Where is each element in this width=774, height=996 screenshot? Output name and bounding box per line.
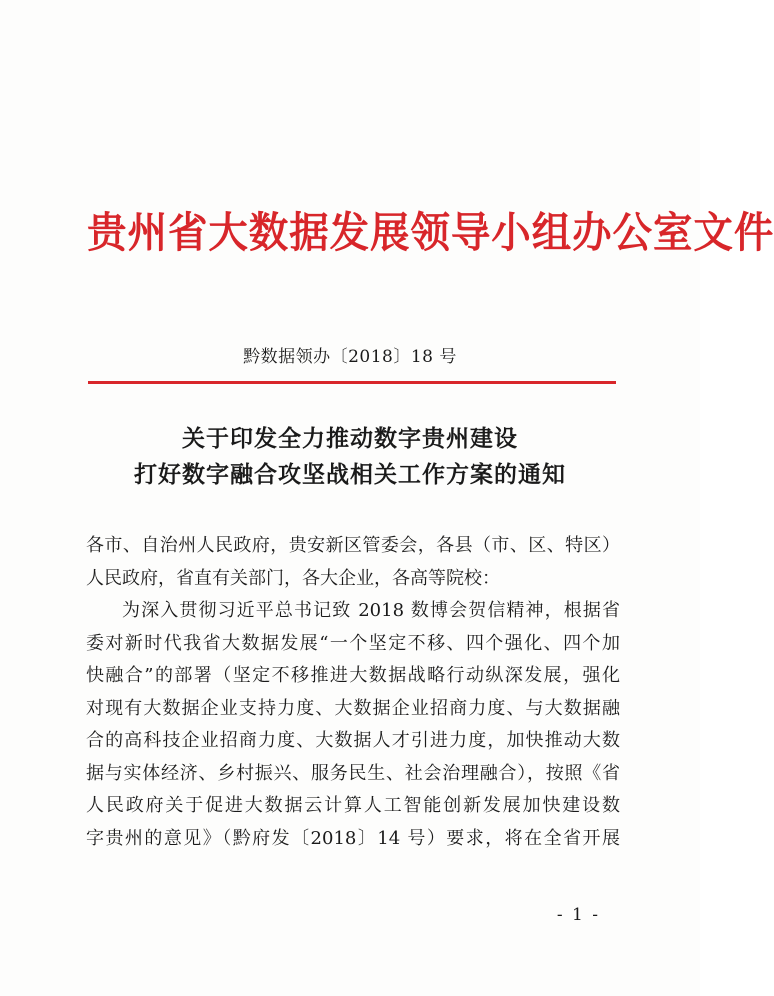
body-line: 合的高科技企业招商力度、大数据人才引进力度，加快推动大数 bbox=[86, 730, 620, 751]
body-line: 快融合”的部署（坚定不移推进大数据战略行动纵深发展，强化 bbox=[86, 665, 620, 686]
body-line: 人民政府关于促进大数据云计算人工智能创新发展加快建设数 bbox=[86, 795, 620, 816]
notice-title-line-1: 关于印发全力推动数字贵州建设 bbox=[182, 425, 518, 452]
notice-title-line-2: 打好数字融合攻坚战相关工作方案的通知 bbox=[134, 461, 566, 488]
body-line: 字贵州的意见》（黔府发〔2018〕14 号）要求，将在全省开展 bbox=[86, 827, 620, 849]
document-number: 黔数据领办〔2018〕18 号 bbox=[243, 347, 457, 367]
body-line: 据与实体经济、乡村振兴、服务民生、社会治理融合），按照《省 bbox=[86, 762, 620, 784]
body-line: 各市、自治州人民政府，贵安新区管委会，各县（市、区、特区） bbox=[86, 535, 620, 556]
body-line: 委对新时代我省大数据发展“一个坚定不移、四个强化、四个加 bbox=[86, 632, 620, 654]
page-number: - 1 - bbox=[556, 905, 600, 925]
red-divider-line bbox=[88, 381, 616, 384]
issuer-header-title: 贵州省大数据发展领导小组办公室文件 bbox=[87, 208, 774, 257]
body-line: 为深入贯彻习近平总书记致 2018 数博会贺信精神，根据省 bbox=[122, 600, 620, 621]
body-line: 人民政府，省直有关部门，各大企业，各高等院校： bbox=[86, 567, 500, 589]
body-line: 对现有大数据企业支持力度、大数据企业招商力度、与大数据融 bbox=[86, 697, 620, 719]
notice-body bbox=[86, 530, 620, 855]
